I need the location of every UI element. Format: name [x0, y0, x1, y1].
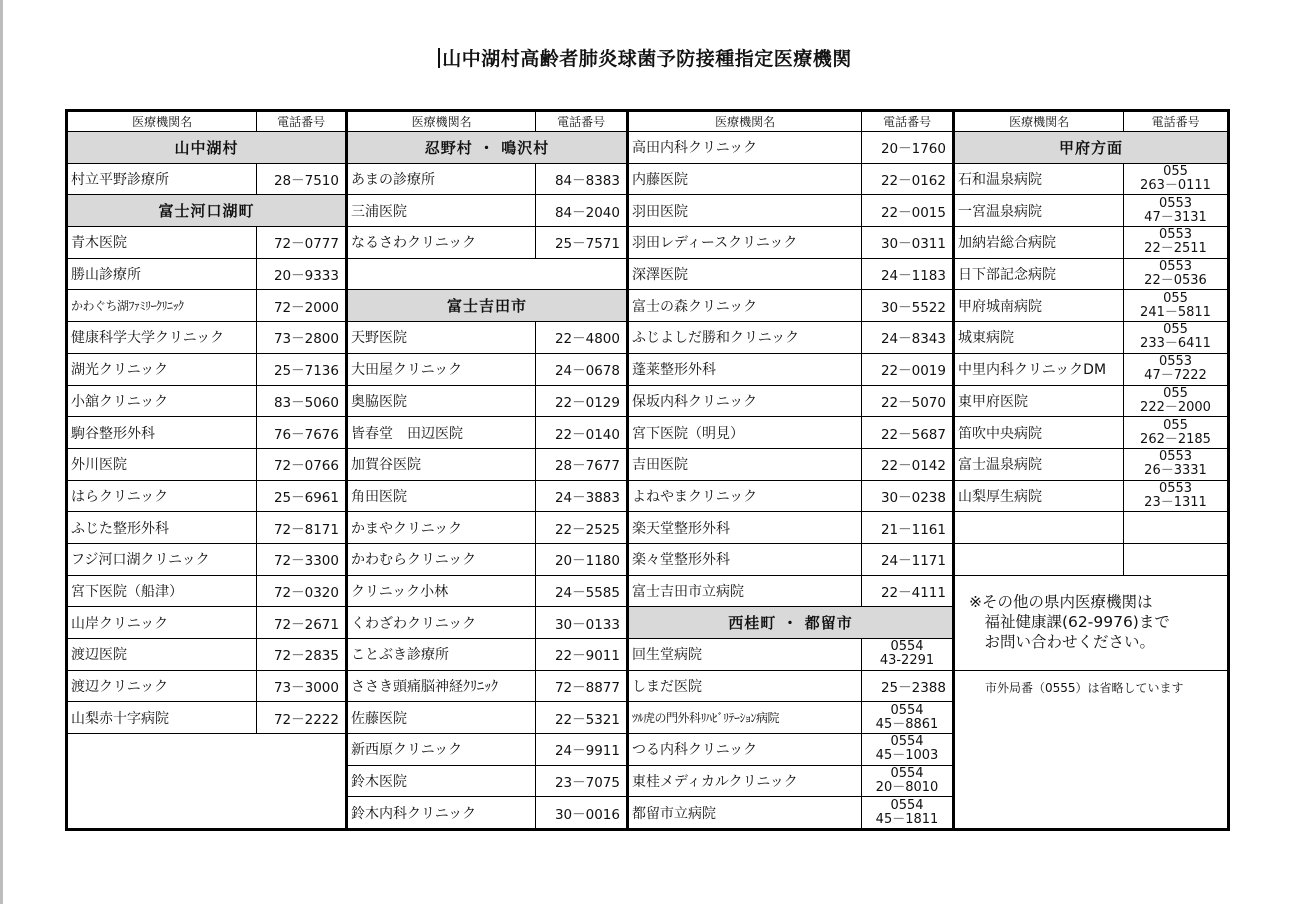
clinic-table: [65, 109, 1230, 831]
clinic-name: ささき頭痛脳神経ｸﾘﾆｯｸ: [348, 671, 536, 702]
clinic-name: かわむらクリニック: [348, 544, 536, 575]
clinic-name: 勝山診療所: [68, 259, 257, 290]
table-column-4: [955, 112, 1227, 828]
clinic-phone: 30－5522: [880, 299, 946, 316]
table-row: [348, 227, 626, 259]
clinic-phone: [1124, 481, 1227, 512]
clinic-phone: 22－4800: [554, 331, 620, 348]
clinic-name: 佐藤医院: [348, 702, 536, 733]
area-code: 055: [1163, 164, 1188, 180]
table-row: [955, 227, 1227, 259]
clinic-name: なるさわクリニック: [348, 227, 536, 258]
clinic-phone: 72－2222: [273, 711, 339, 728]
clinic-phone: 22－4111: [880, 584, 946, 601]
clinic-phone: 73－3000: [273, 680, 339, 697]
phone-number: 233－6411: [1140, 336, 1211, 352]
table-row: [348, 671, 626, 703]
section-header: 忍野村 ・ 鳴沢村: [348, 132, 626, 164]
clinic-phone: 72－0777: [273, 236, 339, 253]
clinic-phone: 72－3300: [273, 553, 339, 570]
table-row: [68, 354, 345, 386]
clinic-name: 大田屋クリニック: [348, 354, 536, 385]
phone-number: 45－1003: [875, 748, 939, 764]
area-code: 0554: [890, 734, 924, 750]
section-header: 山中湖村: [68, 132, 345, 164]
phone-number: 47－7222: [1144, 368, 1207, 384]
table-row: [348, 512, 626, 544]
table-row: [348, 702, 626, 734]
clinic-name: ふじた整形外科: [68, 512, 257, 543]
clinic-name: 甲府城南病院: [955, 290, 1124, 321]
table-row: [629, 417, 952, 449]
phone-number: 23－1311: [1144, 494, 1207, 510]
clinic-name: ことぶき診療所: [348, 639, 536, 670]
table-row: [955, 164, 1227, 196]
phone-number: 22－2511: [1144, 241, 1207, 257]
clinic-name: かまやクリニック: [348, 512, 536, 543]
column-header: [955, 112, 1227, 132]
table-row: [955, 449, 1227, 481]
clinic-name: 楽々堂整形外科: [629, 544, 862, 575]
clinic-phone: [1124, 195, 1227, 226]
table-row: [629, 386, 952, 418]
table-row: [68, 512, 345, 544]
table-row: [629, 639, 952, 671]
clinic-name: 宮下医院（船津）: [68, 576, 257, 607]
header-name: 医療機関名: [68, 112, 257, 131]
empty-row: [955, 512, 1227, 544]
phone-number: 45－1811: [875, 811, 939, 827]
page-title: [0, 44, 1290, 71]
section-header: 甲府方面: [955, 132, 1227, 164]
area-code: 0554: [890, 702, 924, 718]
table-row: [348, 164, 626, 196]
table-row: [629, 322, 952, 354]
area-code: 055: [1163, 290, 1188, 306]
note-line: お問い合わせください。: [969, 632, 1156, 651]
clinic-name: 東桂メディカルクリニック: [629, 766, 862, 797]
table-row: [629, 290, 952, 322]
clinic-name: 吉田医院: [629, 449, 862, 480]
clinic-name: 新西原クリニック: [348, 734, 536, 765]
clinic-phone: 25－6961: [273, 489, 339, 506]
table-row: [348, 797, 626, 828]
clinic-phone: 23－7075: [554, 775, 620, 792]
clinic-name: 保坂内科クリニック: [629, 386, 862, 417]
clinic-phone: [1124, 227, 1227, 258]
section-header: 富士吉田市: [348, 290, 626, 322]
clinic-name: 小舘クリニック: [68, 386, 257, 417]
table-row: [629, 481, 952, 513]
empty-cell: [955, 544, 1124, 575]
clinic-phone: 22－9011: [554, 648, 620, 665]
clinic-name: 駒谷整形外科: [68, 417, 257, 448]
table-row: [955, 322, 1227, 354]
table-row: [68, 322, 345, 354]
clinic-name: 奥脇医院: [348, 386, 536, 417]
area-code: 0554: [890, 766, 924, 782]
clinic-name: 皆春堂 田辺医院: [348, 417, 536, 448]
header-name: 医療機関名: [955, 112, 1124, 131]
clinic-phone: 72－2671: [273, 616, 339, 633]
clinic-phone: 20－1180: [554, 553, 620, 570]
clinic-name: くわざわクリニック: [348, 607, 536, 638]
clinic-name: 一宮温泉病院: [955, 195, 1124, 226]
note-line: ※その他の県内医療機関は: [969, 592, 1153, 611]
clinic-phone: [1124, 322, 1227, 353]
clinic-phone: 28－7510: [273, 173, 339, 190]
clinic-phone: [1124, 164, 1227, 195]
table-row: [68, 164, 345, 196]
clinic-name: 羽田レディースクリニック: [629, 227, 862, 258]
clinic-phone: [862, 797, 952, 828]
clinic-phone: 22－5070: [880, 394, 946, 411]
table-column-1: [68, 112, 345, 828]
table-row: [348, 607, 626, 639]
clinic-phone: 25－2388: [880, 680, 946, 697]
clinic-phone: 24－8343: [880, 331, 946, 348]
area-code: 0553: [1158, 195, 1193, 211]
note-line: 福祉健康課(62-9976)まで: [969, 612, 1170, 631]
clinic-name: 都留市立病院: [629, 797, 862, 828]
clinic-name: 城東病院: [955, 322, 1124, 353]
clinic-phone: 72－2835: [273, 648, 339, 665]
clinic-name: よねやまクリニック: [629, 481, 862, 512]
clinic-name: 日下部記念病院: [955, 259, 1124, 290]
clinic-phone: 72－0766: [273, 458, 339, 475]
column-header: [68, 112, 345, 132]
column-header: [348, 112, 626, 132]
clinic-phone: 20－9333: [273, 268, 339, 285]
table-row: [348, 417, 626, 449]
header-tel: 電話番号: [557, 115, 606, 129]
table-row: [348, 544, 626, 576]
clinic-phone: 22－0019: [880, 363, 946, 380]
table-row: [68, 544, 345, 576]
clinic-phone: 72－0320: [273, 584, 339, 601]
table-row: [68, 576, 345, 608]
table-row: [348, 766, 626, 798]
table-row: [955, 481, 1227, 513]
table-row: [629, 512, 952, 544]
clinic-phone: 22－0140: [554, 426, 620, 443]
clinic-name: 山梨厚生病院: [955, 481, 1124, 512]
clinic-phone: 30－0238: [880, 489, 946, 506]
clinic-phone: 22－0015: [880, 204, 946, 221]
table-row: [629, 449, 952, 481]
contact-note: [955, 576, 1227, 671]
table-row: [348, 576, 626, 608]
area-code: 055: [1163, 417, 1188, 433]
area-code: 0553: [1158, 449, 1193, 465]
clinic-name: 羽田医院: [629, 195, 862, 226]
table-row: [955, 354, 1227, 386]
phone-number: 22－0536: [1144, 273, 1207, 289]
clinic-phone: 22－0142: [880, 458, 946, 475]
area-code-note: 市外局番（0555）は省略しています: [985, 680, 1184, 695]
page-edge-rule: [0, 0, 3, 904]
area-code: 0553: [1158, 480, 1193, 496]
clinic-name: クリニック小林: [348, 576, 536, 607]
table-row: [348, 481, 626, 513]
empty-row: [955, 544, 1227, 576]
clinic-name: はらクリニック: [68, 481, 257, 512]
clinic-phone: [1124, 354, 1227, 385]
clinic-name: 富士温泉病院: [955, 449, 1124, 480]
clinic-name: フジ河口湖クリニック: [68, 544, 257, 575]
section-header: 富士河口湖町: [68, 195, 345, 227]
table-row: [629, 354, 952, 386]
clinic-name: 加納岩総合病院: [955, 227, 1124, 258]
clinic-name: 加賀谷医院: [348, 449, 536, 480]
area-code: 0553: [1158, 227, 1193, 243]
phone-number: 43-2291: [879, 653, 935, 669]
table-row: [68, 227, 345, 259]
clinic-phone: 72－2000: [273, 299, 339, 316]
table-row: [68, 449, 345, 481]
clinic-name: 渡辺クリニック: [68, 671, 257, 702]
clinic-phone: 72－8877: [554, 680, 620, 697]
table-row: [348, 639, 626, 671]
area-code: 055: [1163, 322, 1188, 338]
phone-number: 47－3131: [1144, 209, 1207, 225]
clinic-name: 鈴木内科クリニック: [348, 797, 536, 828]
clinic-phone: [1124, 449, 1227, 480]
clinic-name: 蓬莱整形外科: [629, 354, 862, 385]
clinic-name: 青木医院: [68, 227, 257, 258]
area-code: 0554: [890, 797, 924, 813]
clinic-name: 東甲府医院: [955, 386, 1124, 417]
table-row: [68, 639, 345, 671]
header-name: 医療機関名: [348, 112, 536, 131]
table-row: [68, 607, 345, 639]
table-row: [629, 702, 952, 734]
clinic-name: ﾂﾙ虎の門外科ﾘﾊﾋﾞﾘﾃｰｼｮﾝ病院: [629, 702, 862, 733]
clinic-phone: 84－8383: [554, 173, 620, 190]
clinic-name: 笛吹中央病院: [955, 417, 1124, 448]
clinic-phone: 24－0678: [554, 363, 620, 380]
clinic-name: 高田内科クリニック: [629, 132, 862, 163]
clinic-phone: 25－7571: [554, 236, 620, 253]
clinic-phone: 24－9911: [554, 743, 620, 760]
clinic-name: 外川医院: [68, 449, 257, 480]
clinic-phone: [862, 734, 952, 765]
clinic-name: 健康科学大学クリニック: [68, 322, 257, 353]
clinic-name: 内藤医院: [629, 164, 862, 195]
table-row: [629, 195, 952, 227]
table-column-2: [348, 112, 626, 828]
clinic-name: しまだ医院: [629, 671, 862, 702]
table-row: [629, 797, 952, 828]
clinic-phone: 73－2800: [273, 331, 339, 348]
clinic-name: 鈴木医院: [348, 766, 536, 797]
table-row: [348, 354, 626, 386]
area-code: 055: [1163, 385, 1188, 401]
clinic-name: 山梨赤十字病院: [68, 702, 257, 733]
clinic-phone: [1124, 386, 1227, 417]
clinic-phone: 25－7136: [273, 363, 339, 380]
column-header: [629, 112, 952, 132]
clinic-phone: [862, 702, 952, 733]
table-row: [68, 259, 345, 291]
table-row: [955, 195, 1227, 227]
table-row: [629, 766, 952, 798]
phone-number: 241－5811: [1140, 304, 1211, 320]
clinic-name: 村立平野診療所: [68, 164, 257, 195]
table-row: [955, 259, 1227, 291]
table-row: [68, 671, 345, 703]
phone-number: 20－8010: [875, 780, 939, 796]
area-code: 0553: [1158, 354, 1193, 370]
clinic-name: つる内科クリニック: [629, 734, 862, 765]
clinic-phone: [862, 766, 952, 797]
clinic-name: 富士吉田市立病院: [629, 576, 862, 607]
clinic-name: 深澤医院: [629, 259, 862, 290]
clinic-phone: 24－1171: [880, 553, 946, 570]
clinic-name: 中里内科クリニックDM: [955, 354, 1124, 385]
clinic-phone: 22－0129: [554, 394, 620, 411]
clinic-name: かわぐち湖ﾌｧﾐﾘｰｸﾘﾆｯｸ: [68, 290, 257, 321]
clinic-name: ふじよしだ勝和クリニック: [629, 322, 862, 353]
table-row: [68, 417, 345, 449]
clinic-phone: 30－0311: [880, 236, 946, 253]
clinic-phone: 30－0133: [554, 616, 620, 633]
table-row: [629, 734, 952, 766]
clinic-phone: 24－1183: [880, 268, 946, 285]
clinic-phone: [1124, 290, 1227, 321]
phone-number: 26－3331: [1144, 463, 1207, 479]
clinic-phone: 22－2525: [554, 521, 620, 538]
clinic-name: 湖光クリニック: [68, 354, 257, 385]
table-row: [629, 544, 952, 576]
table-row: [629, 671, 952, 703]
phone-number: 263－0111: [1140, 178, 1211, 194]
table-row: [629, 259, 952, 291]
text-cursor: [438, 48, 440, 68]
table-row: [68, 386, 345, 418]
phone-number: 222－2000: [1140, 399, 1211, 415]
table-row: [955, 386, 1227, 418]
table-row: [348, 322, 626, 354]
clinic-phone: [862, 639, 952, 670]
clinic-phone: 22－0162: [880, 173, 946, 190]
clinic-name: 山岸クリニック: [68, 607, 257, 638]
empty-cell: [955, 512, 1124, 543]
header-tel: 電話番号: [277, 115, 326, 129]
clinic-phone: 22－5687: [880, 426, 946, 443]
table-column-3: [629, 112, 952, 828]
clinic-phone: 20－1760: [880, 141, 946, 158]
table-row: [68, 290, 345, 322]
clinic-phone: [1124, 259, 1227, 290]
clinic-name: 石和温泉病院: [955, 164, 1124, 195]
clinic-phone: 21－1161: [880, 521, 946, 538]
clinic-name: 天野医院: [348, 322, 536, 353]
clinic-phone: 24－5585: [554, 584, 620, 601]
area-code: 0554: [890, 639, 924, 655]
clinic-phone: 30－0016: [554, 806, 620, 823]
clinic-name: 楽天堂整形外科: [629, 512, 862, 543]
clinic-phone: 76－7676: [273, 426, 339, 443]
header-tel: 電話番号: [1151, 115, 1200, 129]
phone-number: 45－8861: [875, 716, 939, 732]
clinic-phone: 84－2040: [554, 204, 620, 221]
clinic-name: 宮下医院（明見）: [629, 417, 862, 448]
clinic-name: 渡辺医院: [68, 639, 257, 670]
table-row: [955, 417, 1227, 449]
phone-number: 262－2185: [1140, 431, 1211, 447]
clinic-phone: 83－5060: [273, 394, 339, 411]
clinic-name: 角田医院: [348, 481, 536, 512]
empty-row: [348, 259, 626, 291]
header-tel: 電話番号: [883, 115, 932, 129]
table-row: [629, 576, 952, 608]
table-row: [68, 702, 345, 734]
clinic-name: 三浦医院: [348, 195, 536, 226]
table-row: [68, 481, 345, 513]
table-row: [348, 449, 626, 481]
table-row: [348, 734, 626, 766]
clinic-name: 回生堂病院: [629, 639, 862, 670]
clinic-phone: 28－7677: [554, 458, 620, 475]
section-header: 西桂町 ・ 都留市: [629, 607, 952, 639]
clinic-phone: 22－5321: [554, 711, 620, 728]
table-row: [348, 386, 626, 418]
page-title-text: 山中湖村高齢者肺炎球菌予防接種指定医療機関: [442, 48, 852, 70]
clinic-phone: [1124, 417, 1227, 448]
clinic-phone: 24－3883: [554, 489, 620, 506]
table-row: [629, 164, 952, 196]
clinic-name: あまの診療所: [348, 164, 536, 195]
clinic-name: 富士の森クリニック: [629, 290, 862, 321]
table-row: [629, 132, 952, 164]
clinic-phone: 72－8171: [273, 521, 339, 538]
table-row: [629, 227, 952, 259]
table-row: [348, 195, 626, 227]
table-row: [955, 290, 1227, 322]
header-name: 医療機関名: [629, 112, 862, 131]
area-code: 0553: [1158, 259, 1193, 275]
